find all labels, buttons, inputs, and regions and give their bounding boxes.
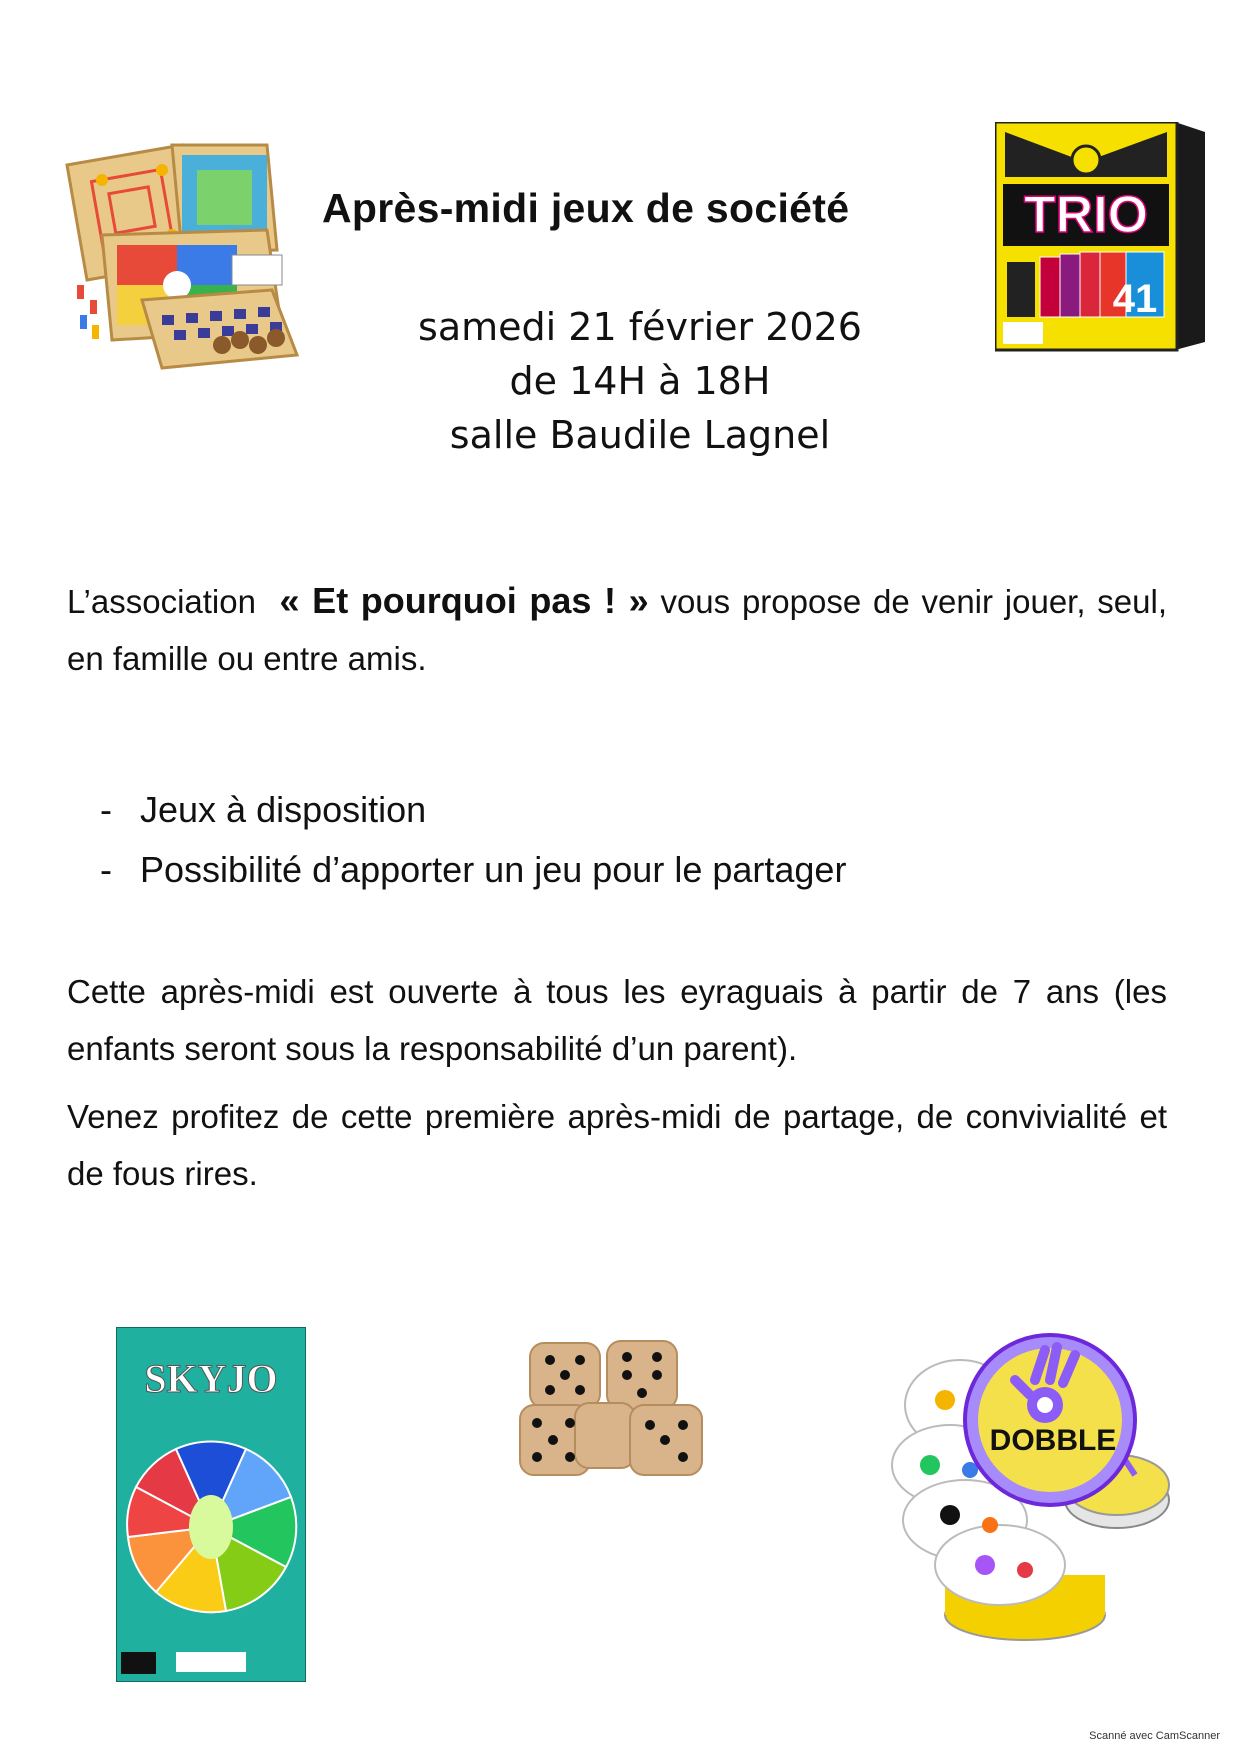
association-name: « Et pourquoi pas ! » [279, 580, 649, 621]
intro-prefix: L’association [67, 583, 256, 620]
paragraph-audience: Cette après-midi est ouverte à tous les eyraguais à partir de 7 ans (les enfants seront sous la responsabilité d’un parent). [67, 973, 1167, 1067]
trio-game-image [995, 122, 1210, 352]
bullet-list [100, 780, 846, 900]
list-item: - Possibilité d’apporter un jeu pour le partager [100, 849, 847, 890]
dobble-logo: DOBBLE [989, 1424, 1117, 1457]
intro-suffix: vous propose de venir jouer, seul, en famille ou entre amis. [67, 583, 1167, 677]
page-title: Après-midi jeux de société [322, 185, 850, 231]
event-details [330, 300, 950, 462]
list-item: - Jeux à disposition [100, 789, 427, 830]
trio-logo: TRIO [1023, 186, 1149, 244]
trio-number: 41 [1112, 277, 1158, 321]
intro-paragraph [67, 572, 1167, 687]
skyjo-logo: SKYJO [144, 1356, 278, 1401]
event-date: samedi 21 février 2026 [418, 305, 862, 349]
event-place: salle Baudile Lagnel [449, 413, 831, 457]
dice-image [515, 1335, 715, 1485]
board-games-image [62, 140, 312, 370]
scanner-footer: Scanné avec CamScanner [1089, 1730, 1220, 1742]
paragraph-invitation: Venez profitez de cette première après-midi de partage, de convivialité et de fous rires. [67, 1098, 1167, 1192]
dobble-game-image [885, 1325, 1175, 1645]
event-time: de 14H à 18H [509, 359, 771, 403]
skyjo-game-image [116, 1327, 306, 1682]
